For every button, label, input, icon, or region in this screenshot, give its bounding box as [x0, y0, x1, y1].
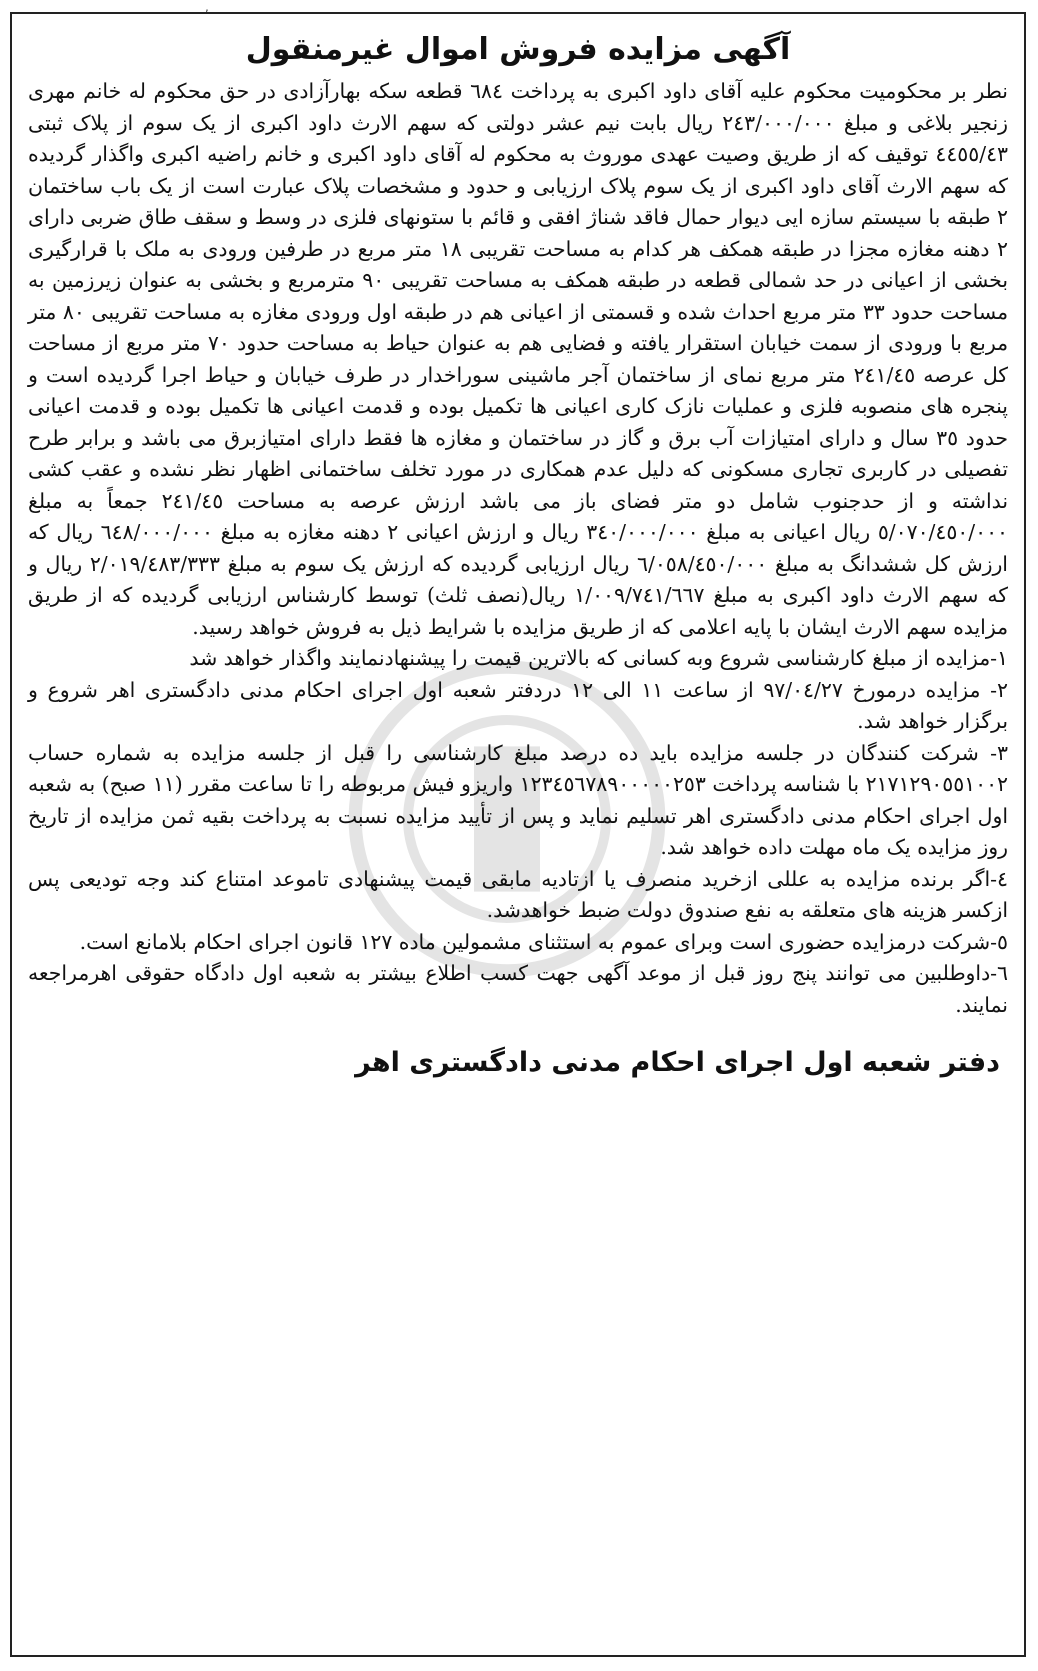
notice-title: آگهی مزایده فروش اموال غیرمنقول — [245, 32, 791, 67]
issuer-signature: دفتر شعبه اول اجرای احکام مدنی دادگستری اهر — [355, 1047, 1000, 1078]
scan-corner-mark: , — [205, 0, 209, 14]
notice-frame — [10, 12, 1026, 1657]
auction-notice — [12, 14, 1024, 1083]
condition-item: ١-مزایده از مبلغ کارشناسی شروع وبه کسانی که بالاترین قیمت را پیشنهادنمایند واگذار خواهد شد — [189, 646, 1008, 670]
notice-body: نطر بر محکومیت محکوم علیه آقای داود اکبری به پرداخت ٦٨٤ قطعه سکه بهارآزادی در حق محکوم له خانم مهری زنجیر بلاغی و مبلغ ٢٤٣/٠٠٠/٠٠٠ ریال بابت نیم عشر دولتی که سهم الارث داود اکبری از یک سوم از پلاک ثبتی ٤٤٥٥/٤٣ توقیف که از طریق وصیت عهدی موروث به محکوم له آقای داود اکبری و خانم راضیه اکبری واگذار گردیده که سهم الارث آقای داود اکبری از یک سوم پلاک ارزیابی و حدود و مشخصات پلاک عبارت است از یک باب ساختمان ٢ طبقه با سیستم سازه ایی دیوار حمال فاقد شناژ افقی و قائم با ستونهای فلزی در وسط و سقف طاق ضربی دارای ٢ دهنه مغازه مجزا در طبقه همکف هر کدام به مساحت تقریبی ١٨ متر مربع در طرفین ورودی به ملک با قرارگیری بخشی از اعیانی در حد شمالی قطعه در طبقه همکف به مساحت تقریبی ٩٠ مترمربع و بخشی به عنوان زیرزمین به مساحت حدود ٣٣ متر مربع احداث شده و قسمتی از اعیانی هم در طبقه اول ورودی مغازه به مساحت تقریبی ٨٠ متر مربع با ورودی از سمت خیابان استقرار یافته و فضایی هم به عنوان حیاط به مساحت حدود ٧٠ متر مربع از مساحت کل عرصه ٢٤١/٤٥ متر مربع نمای از ساختمان آجر ماشینی سوراخدار در طرف خیابان و حیاط اجرا گردیده است و پنجره های منصوبه فلزی و عملیات نازک کاری اعیانی ها تکمیل بوده و قدمت اعیانی ها تکمیل بوده و قدمت اعیانی حدود ٣٥ سال و دارای امتیازات آب برق و گاز در ساختمان و مغازه ها فقط دارای امتیازبرق می باشد و برابر طرح تفصیلی در کاربری تجاری مسکونی که دلیل عدم همکاری در مورد تخلف ساختمانی اظهار نظر نشده و عقب کشی نداشته و از حدجنوب شامل دو متر فضای باز می باشد ارزش عرصه به مساحت ٢٤١/٤٥ جمعاً به مبلغ ٥/٠٧٠/٤٥٠/٠٠٠ ریال اعیانی به مبلغ ٣٤٠/٠٠٠/٠٠٠ ریال و ارزش اعیانی ٢ دهنه مغازه به مبلغ ٦٤٨/٠٠٠/٠٠٠ ریال که ارزش کل ششدانگ به مبلغ ٦/٠٥٨/٤٥٠/٠٠٠ ریال ارزیابی گردیده که ارزش یک سوم به مبلغ ٢/٠١٩/٤٨٣/٣٣٣ ریال و که سهم الارث داود اکبری به مبلغ ١/٠٠٩/٧٤١/٦٦٧ ریال(نصف ثلث) توسط کارشناس ارزیابی گردیده که از طریق مزایده سهم الارث ایشان با پایه اعلامی که از طریق مزایده با شرایط ذیل به فروش خواهد رسید. — [28, 79, 1008, 639]
condition-item: ٢- مزایده درمورخ ٩٧/٠٤/٢٧ از ساعت ١١ الی ١٢ دردفتر شعبه اول اجرای احکام مدنی دادگستری اهر شروع و برگزار خواهد شد. — [28, 677, 1008, 733]
condition-item: ٤-اگر برنده مزایده به عللی ازخرید منصرف یا ازتادیه مابقی قیمت پیشنهادی تاموعد امتناع کند وجه تودیعی پس ازکسر هزینه های متعلقه به نفع صندوق دولت ضبط خواهدشد. — [28, 866, 1008, 922]
condition-item: ٥-شرکت درمزایده حضوری است وبرای عموم به استثنای مشمولین ماده ١٢٧ قانون اجرای احکام بلامانع است. — [79, 929, 1008, 954]
condition-item: ٦-داوطلبین می توانند پنج روز قبل از موعد آگهی جهت کسب اطلاع بیشتر به شعبه اول دادگاه حقوقی اهرمراجعه نمایند. — [28, 961, 1008, 1017]
condition-item: ٣- شرکت کنندگان در جلسه مزایده باید ده درصد مبلغ کارشناسی را قبل از جلسه مزایده به شماره حساب ٢١٧١٢٩٠٥٥١٠٠٢ با شناسه پرداخت ١٢٣٤٥٦٧٨٩٠٠٠٠٠٢٥٣ واریزو فیش مربوطه را تا ساعت مقرر (١١ صبح) به شعبه اول اجرای احکام مدنی دادگستری اهر تسلیم نماید و پس از تأیید مزایده نسبت به پرداخت بقیه ثمن مزایده از تاریخ روز مزایده یک ماه مهلت داده خواهد شد. — [28, 740, 1008, 859]
conditions-list — [28, 643, 1008, 1021]
